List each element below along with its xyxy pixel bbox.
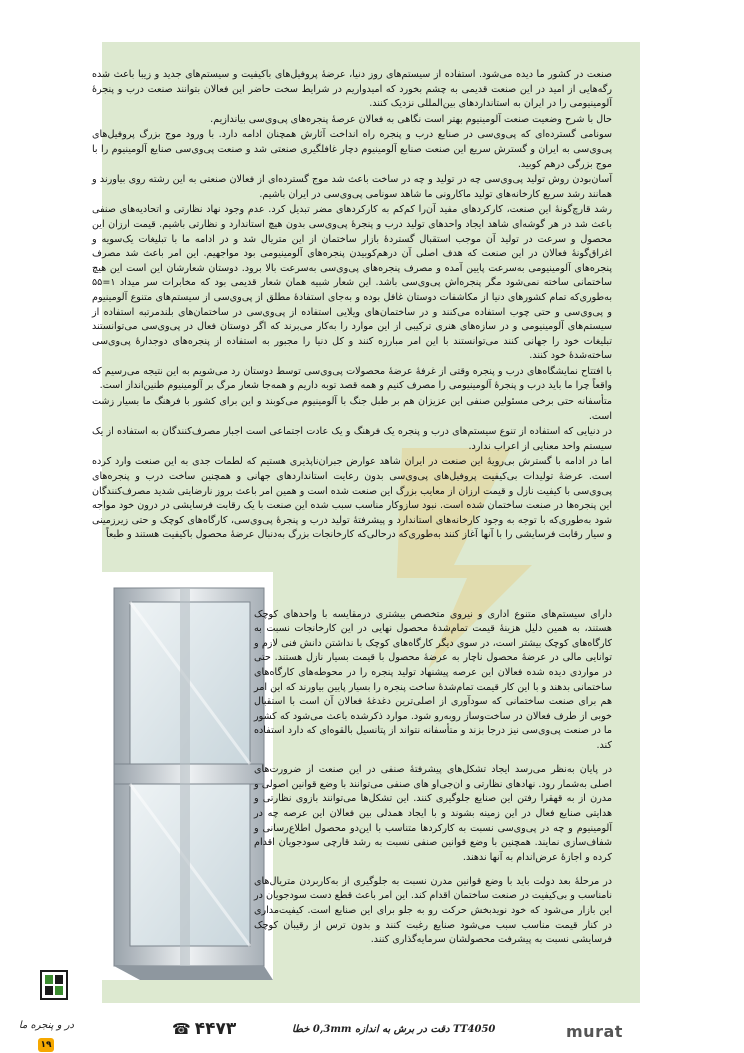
magazine-logo-icon: [40, 970, 68, 1000]
paragraph: حال با شرح وضعیت صنعت آلومینیوم بهتر است نگاهی به فعالان عرصهٔ پنجره‌های پی‌وی‌سی بیاندازیم.: [210, 113, 612, 125]
magazine-title: در و پنجره ما: [18, 1020, 74, 1031]
page-number: ۱۹: [38, 1038, 54, 1052]
article-body: [92, 68, 612, 544]
paragraph: سونامی گسترده‌ای که پی‌وی‌سی در صنایع درب و پنجره راه انداخت آثارش همچنان ادامه دارد. با ورود موج بزرگ پروفیل‌های پی‌وی‌سی به ایران و گسترش سریع این صنعت صنایع آلومینیوم دچار غافلگیری صنعتی شد و صنعت پی‌وی‌سی صنایع آلومینیوم را با موج بزرگی درهم کوبید.: [92, 129, 612, 170]
paragraph: در دنیایی که استفاده از تنوع سیستم‌های درب و پنجره یک فرهنگ و یک عادت اجتماعی است اجبار مصرف‌کنندگان به استفاده از یک سیستم واحد معنایی از اعراب ندارد.: [92, 426, 612, 452]
paragraph: با افتتاح نمایشگاه‌های درب و پنجره وقتی از غرفهٔ عرضهٔ محصولات پی‌وی‌سی توسط دوستان رد می‌شویم به این نتیجه می‌رسیم که واقعاً چرا ما باید درب و پنجرهٔ آلومینیومی را مصرف کنیم و همه قصد توبه داریم و همه‌جا شعار مرگ بر آلومینیوم طنین‌انداز است.: [92, 365, 612, 392]
paragraph: صنعت در کشور ما دیده می‌شود. استفاده از سیستم‌های روز دنیا، عرضهٔ پروفیل‌های باکیفیت و سیستم‌های جدید و زیبا باعث شده رگه‌هایی از امید در این صنعت قدیمی به چشم بخورد که امیدواریم در شرایط سخت حاضر این فعالان بتوانند صنعت درب و پنجرهٔ آلومینیومی را در ایران به استانداردهای بین‌المللی نزدیک کنند.: [92, 69, 612, 110]
article-body-wrapped: [254, 598, 612, 957]
page-footer: [0, 1006, 744, 1053]
phone-digits: ۴۴۷۳: [194, 1019, 237, 1039]
window-profile-photo: [100, 572, 273, 980]
brand-logo: [566, 1022, 623, 1041]
paragraph: آسان‌بودن روش تولید پی‌وی‌سی چه در تولید و چه در ساخت باعث شد موج گسترده‌ای از فعالان صنعتی به این رشته روی بیاورند و همانند رشد سریع کارخانه‌های تولید ماکارونی ما شاهد سونامی پی‌وی‌سی در ایران باشیم.: [92, 174, 612, 200]
paragraph: در پایان به‌نظر می‌رسد ایجاد تشکل‌های پیشرفتهٔ صنفی در این صنعت از ضرورت‌های اصلی به‌شمار رود. نهادهای نظارتی و ان‌جی‌او های صنفی می‌توانند با وضع قوانین اصولی و مدرن از به قهقرا رفتن این صنایع جلوگیری کنند. این تشکل‌ها می‌توانند بازوی نظارتی و هدایتی صنایع فعال در این زمینه بشوند و با ایجاد همدلی بین فعالان این عرصه چه در آلومینیوم و چه در پی‌وی‌سی نسبت به کارکردها متناسب با این‌دو محصول اطلاع‌رسانی و شفاف‌سازی نمایند. همچنین با وضع قوانین صنفی نسبت به رشد قارچی سودجویان اقدام کرده و اجازهٔ عرض‌اندام به آنها ندهند.: [254, 764, 612, 863]
paragraph: دارای سیستم‌های متنوع اداری و نیروی متخصص بیشتری درمقایسه با واحدهای کوچک هستند، به همین دلیل هزینهٔ قیمت تمام‌شدهٔ محصول نهایی در این کارخانجات نسبت به کارگاه‌های کوچک بیشتر است، در سوی دیگر کارگاه‌های کوچک با نداشتن دانش فنی لازم و توانایی مالی در عرضهٔ محصول ناچار به عرضهٔ محصول با قیمت بسیار نازل هستند. حتی در مواردی دیده شده فعالان این عرصه پیشنهاد تولید پنجره را در محوطه‌های کارگاه‌های ساختمانی بدهند و با این کار قیمت تمام‌شدهٔ ساخت پنجره را بسیار پایین بیاورند که این امر هم برای صنعت ساختمانی که سودآوری از اصلی‌ترین دغدغهٔ فعالان آن است با استقبال خوبی از طرف فعالان در ساخت‌وساز روبه‌رو شود. موارد ذکرشده باعث می‌شود که کشور ما در صنعت پی‌وی‌سی نیز درجا بزند و متأسفانه نتواند از پتانسیل بالقوه‌ای که دارد استفاده کند.: [254, 608, 612, 751]
paragraph: در مرحلهٔ بعد دولت باید با وضع قوانین مدرن نسبت به جلوگیری از به‌کاربردن متریال‌های نامناسب و بی‌کیفیت در صنعت ساختمان اقدام کند. این امر باعث قطع دست سودجویان در این بازار می‌شود که خود نوید‌بخش حرکت رو به جلو برای این صنایع است. کیفیت‌مداری در کنار قیمت مناسب سبب می‌شود صنایع رغبت کنند و بدون ترس از رقیبان کوچک فرسایشی نسبت به پیشرفت محصولشان سرمایه‌گذاری کنند.: [254, 875, 612, 946]
paragraph: متأسفانه حتی برخی مسئولین صنفی این عزیزان هم بر طبل جنگ با آلومینیوم می‌کوبند و این برای کشور با فرهنگ ما بسیار زشت است.: [92, 396, 612, 422]
phone-number: [172, 1019, 236, 1039]
paragraph: اما در ادامه با گسترش بی‌رویهٔ این صنعت در ایران شاهد عوارض جبران‌ناپذیری هستیم که لطمات جدی به این صنعت وارد کرده است. عرضهٔ تولیدات بی‌کیفیت پروفیل‌های پی‌وی‌سی بدون رعایت استانداردهای جهانی و همچنین ساخت درب و پنجره‌های پی‌وی‌سی با کیفیت نازل و قیمت ارزان از معایب بزرگ این صنعت شده است و همین امر باعث بروز نارضایتی شدید مصرف‌کنندگان این پنجره‌ها در صنعت ساختمان شده است. نبود سازوکار مناسب سبب شده این صنعت با یک رقابت فرسایشی در درون خود مواجه شود به‌طوری‌که با توجه به وجود کارخانه‌های استاندارد و پیشرفتهٔ تولید درب و پنجرهٔ پی‌وی‌سی، کارگاه‌های کوچک و حتی زیرزمینی و سیار رقابت فرسایشی را با آنها آغاز کنند به‌طوری‌که درحالی‌که کارخانجات بزرگ به‌دنبال عرضهٔ محصول باکیفیت هستند و طبعاً: [92, 456, 612, 541]
ad-text: TT4050 دقت در برش به اندازه 0,3mm خطا: [292, 1024, 496, 1035]
article-panel: [92, 42, 640, 1003]
brand-name: murat: [566, 1022, 623, 1041]
paragraph: رشد قارچ‌گونهٔ این صنعت، کارکردهای مفید آن‌را کم‌کم به کارکردهای مضر تبدیل کرد. عدم وجود نهاد نظارتی و اتحادیه‌های صنفی باعث شد در هر گوشه‌ای شاهد ایجاد واحدهای تولید درب و پنجرهٔ پی‌وی‌سی بدون هیچ استاندارد و نظارتی باشیم. قیمت ارزان این محصول و سرعت در تولید آن موجب استقبال گستردهٔ بازار ساختمان از این متریال شد و در ادامه ما با تبلیغات یک‌سویه و اغراق‌گونهٔ فعالان در این صنعت که هدف اصلی آن درهم‌کوبیدن پنجره‌های آلومینیومی بود مواجهیم. این امر باعث شد مصرف پنجره‌های آلومینیومی به‌سرعت پایین آمده و مصرف پنجره‌های پی‌وی‌سی به‌سرعت بالا برود. دوستان شعارشان این است این هیچ ساختمانی ساخته نمی‌شود مگر پنجره‌اش پی‌وی‌سی باشد. این شعار شبیه همان شعار قدیمی بود که مخابرات سر میداد ۱=۵۵ به‌طوری‌که تمام کشورهای دنیا از مکاشفات دوستان غافل بوده و به‌جای استفادهٔ مطلق از پی‌وی‌سی از سیستم‌های متنوع آلومینیوم و پی‌وی‌سی و حتی چوب استفاده می‌کنند و در ساختمان‌های ویلایی استفاده از پی‌وی‌سی در ساختمان‌های بلندمرتبه استفاده از سیستم‌های آلومینیومی و در سازه‌های هنری ترکیبی از این موارد را به‌کار می‌برند که اگر دوستان فعال در پی‌وی‌سی می‌توانستند تبلیغات خود را جهانی کنند می‌توانستند با این امر مبارزه کنند و کل دنیا را مجبور به استفاده از پنجره‌های دوجدارهٔ پی‌وی‌سی ساخته‌شدهٔ خود کنند.: [92, 204, 612, 362]
phone-icon: ☎: [172, 1020, 191, 1038]
